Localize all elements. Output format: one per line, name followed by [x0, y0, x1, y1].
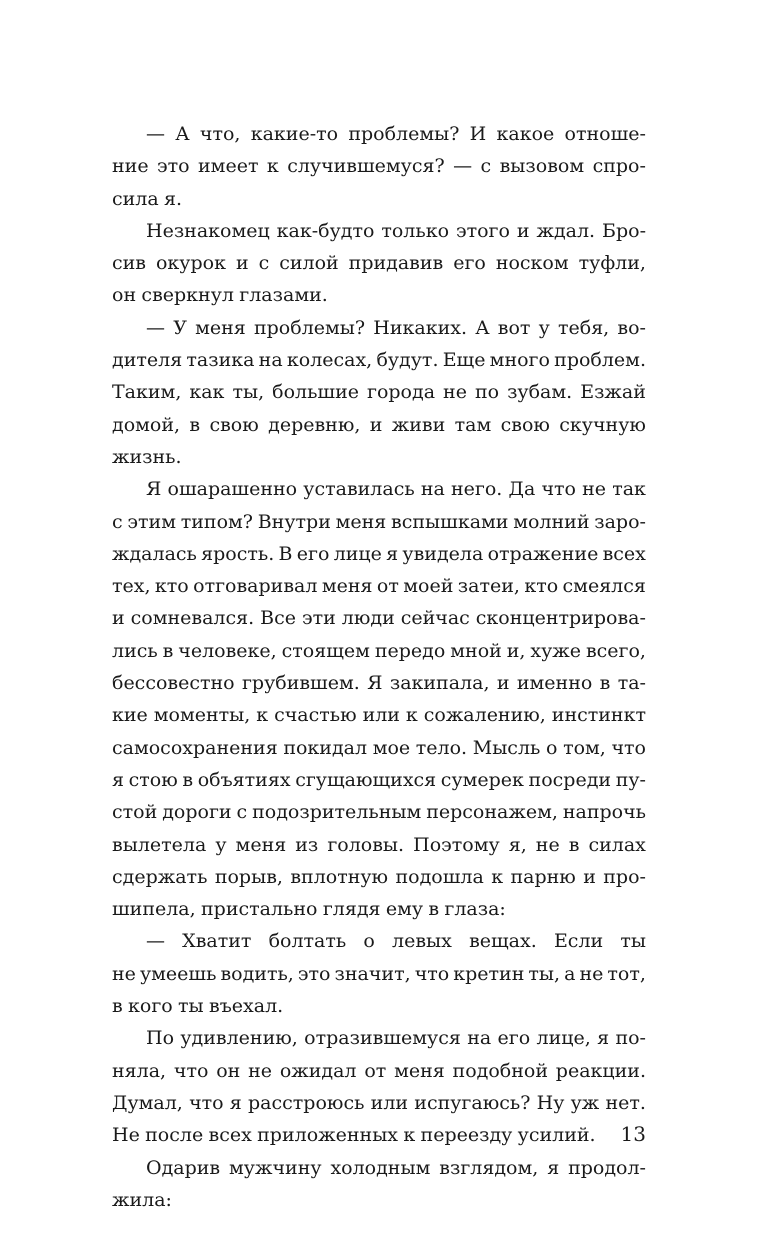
text-line: няла, что он не ожидал от меня подобной реакции.	[112, 1059, 646, 1082]
text-line: Думал, что я расстроюсь или испугаюсь? Ну уж нет.	[112, 1091, 646, 1114]
text-line: жизнь.	[112, 445, 182, 468]
text-line: с этим типом? Внутри меня вспышками молний заро-	[112, 510, 646, 533]
text-line: сдержать порыв, вплотную подошла к парню и про-	[112, 865, 646, 888]
body-text	[112, 118, 646, 1216]
text-line: жила:	[112, 1188, 172, 1211]
text-line: ждалась ярость. В его лице я увидела отражение всех	[112, 542, 646, 565]
text-line: кие моменты, к счастью или к сожалению, инстинкт	[112, 704, 646, 727]
text-line: ние это имеет к случившемуся? — с вызовом спро-	[112, 155, 646, 178]
text-line: По удивлению, отразившемуся на его лице, я по-	[146, 1027, 646, 1050]
text-line: в кого ты въехал.	[112, 995, 284, 1018]
text-line: домой, в свою деревню, и живи там свою скучную	[112, 413, 646, 436]
text-line: шипела, пристально глядя ему в глаза:	[112, 898, 506, 921]
text-line: дителя тазика на колесах, будут. Еще много проблем.	[112, 349, 646, 372]
text-line: я стою в объятиях сгущающихся сумерек посреди пу-	[112, 768, 646, 791]
text-line: бессовестно грубившем. Я закипала, и именно в та-	[112, 672, 646, 695]
text-line: — Хватит болтать о левых вещах. Если ты	[146, 930, 646, 953]
text-line: самосохранения покидал мое тело. Мысль о том, что	[112, 736, 646, 759]
text-line: Одарив мужчину холодным взглядом, я продол-	[146, 1156, 646, 1179]
text-line: — А что, какие-то проблемы? И какое отноше-	[146, 123, 646, 145]
text-line: сила я.	[112, 187, 183, 210]
text-line: сив окурок и с силой придавив его носком туфли,	[112, 252, 646, 275]
text-line: не умеешь водить, это значит, что кретин ты, а не тот,	[112, 962, 646, 985]
text-line: Таким, как ты, большие города не по зубам. Езжай	[112, 381, 646, 404]
page-number: 13	[620, 1122, 646, 1146]
text-line: он сверкнул глазами.	[112, 284, 328, 307]
text-line: Незнакомец как-будто только этого и ждал. Бро-	[146, 219, 646, 242]
text-line: вылетела у меня из головы. Поэтому я, не в силах	[112, 833, 646, 856]
text-line: — У меня проблемы? Никаких. А вот у тебя, во-	[146, 316, 646, 339]
text-line: стой дороги с подозрительным персонажем, напрочь	[112, 801, 646, 824]
text-line: Я ошарашенно уставилась на него. Да что не так	[146, 478, 646, 501]
text-line: тех, кто отговаривал меня от моей затеи, кто смеялся	[112, 575, 646, 598]
text-line: и сомневался. Все эти люди сейчас сконцентрирова-	[112, 607, 646, 630]
text-line: Не после всех приложенных к переезду усилий.	[112, 1124, 596, 1147]
text-line: лись в человеке, стоящем передо мной и, хуже всего,	[112, 639, 646, 662]
